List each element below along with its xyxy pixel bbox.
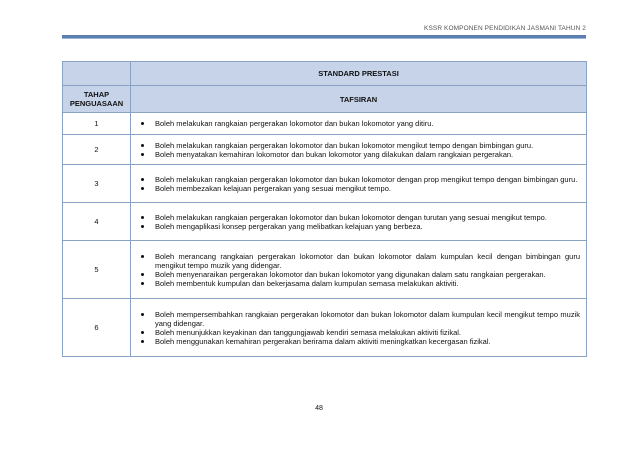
description-item: Boleh melakukan rangkaian pergerakan lokomotor dan bukan lokomotor dengan turutan yang sesuai mengikut tempo.: [139, 213, 580, 222]
level-cell: 4: [63, 203, 131, 241]
description-item: Boleh menyatakan kemahiran lokomotor dan bukan lokomotor yang dilakukan dalam rangkaian pergerakan.: [139, 150, 580, 159]
description-list: [139, 141, 580, 159]
table-row: [63, 241, 587, 299]
description-item: Boleh membezakan kelajuan pergerakan yang sesuai mengikut tempo.: [139, 184, 580, 193]
table-row: [63, 203, 587, 241]
description-cell: [131, 135, 587, 165]
table-title-spacer: [63, 62, 131, 86]
level-cell: 3: [63, 165, 131, 203]
description-list: [139, 310, 580, 346]
level-cell: 2: [63, 135, 131, 165]
description-cell: [131, 241, 587, 299]
description-item: Boleh mempersembahkan rangkaian pergerakan lokomotor dan bukan lokomotor dalam kumpulan kecil mengikut tempo muzik yang didengar.: [139, 310, 580, 328]
description-item: Boleh mengaplikasi konsep pergerakan yang melibatkan kelajuan yang berbeza.: [139, 222, 580, 231]
description-cell: [131, 113, 587, 135]
column-header-level-line2: PENGUASAAN: [69, 99, 124, 108]
description-list: [139, 252, 580, 288]
table-column-header-row: [63, 86, 587, 113]
description-item: Boleh menggunakan kemahiran pergerakan berirama dalam aktiviti meningkatkan kecergasan fizikal.: [139, 337, 580, 346]
column-header-level-line1: TAHAP: [83, 90, 110, 99]
description-item: Boleh menunjukkan keyakinan dan tanggungjawab kendiri semasa melakukan aktiviti fizikal.: [139, 328, 580, 337]
description-item: Boleh membentuk kumpulan dan bekerjasama dalam kumpulan semasa melakukan aktiviti.: [139, 279, 580, 288]
header-rule: [62, 35, 586, 38]
description-cell: [131, 165, 587, 203]
standard-prestasi-table: [62, 61, 587, 357]
table-title: STANDARD PRESTASI: [131, 62, 587, 86]
column-header-desc: TAFSIRAN: [131, 86, 587, 113]
table-row: [63, 165, 587, 203]
level-cell: 5: [63, 241, 131, 299]
description-list: [139, 213, 580, 231]
table-title-row: [63, 62, 587, 86]
description-cell: [131, 203, 587, 241]
description-item: Boleh menyenaraikan pergerakan lokomotor dan bukan lokomotor yang digunakan dalam satu rangkaian pergerakan.: [139, 270, 580, 279]
description-item: Boleh melakukan rangkaian pergerakan lokomotor dan bukan lokomotor mengikut tempo dengan bimbingan guru.: [139, 141, 580, 150]
level-cell: 6: [63, 299, 131, 357]
table-row: [63, 299, 587, 357]
description-list: [139, 119, 580, 128]
table-row: [63, 113, 587, 135]
column-header-level: [63, 86, 131, 113]
description-cell: [131, 299, 587, 357]
description-item: Boleh merancang rangkaian pergerakan lokomotor dan bukan lokomotor dalam kumpulan kecil dengan bimbingan guru mengikut tempo muzik yang didengar.: [139, 252, 580, 270]
description-item: Boleh melakukan rangkaian pergerakan lokomotor dan bukan lokomotor yang ditiru.: [139, 119, 580, 128]
document-header-title: KSSR KOMPONEN PENDIDIKAN JASMANI TAHUN 2: [424, 25, 586, 32]
description-list: [139, 175, 580, 193]
level-cell: 1: [63, 113, 131, 135]
page-number: 48: [315, 405, 323, 412]
description-item: Boleh melakukan rangkaian pergerakan lokomotor dan bukan lokomotor dengan prop mengikut tempo dengan bimbingan guru.: [139, 175, 580, 184]
table-row: [63, 135, 587, 165]
